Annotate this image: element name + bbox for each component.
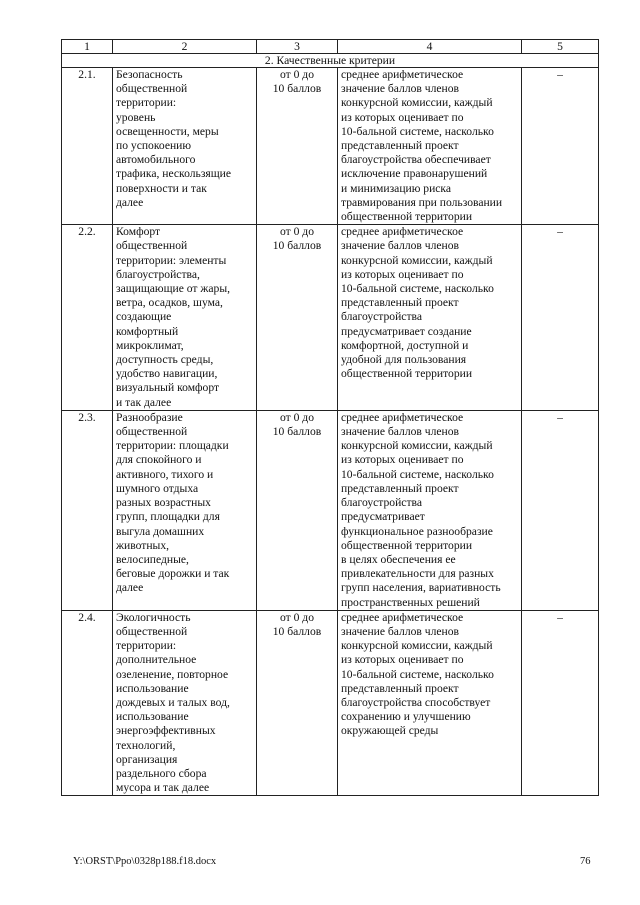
criterion-cell — [113, 610, 257, 796]
method-line: конкурсной комиссии, каждый — [341, 96, 493, 110]
method-line: привлекательности для разных — [341, 567, 494, 581]
header-col-4: 4 — [338, 40, 522, 54]
criterion-line: по успокоению — [116, 139, 192, 153]
criterion-cell — [113, 410, 257, 610]
criterion-line: дождевых и талых вод, — [116, 695, 230, 709]
footer-page-number: 76 — [580, 856, 591, 867]
criterion-line: Безопасность — [116, 68, 183, 81]
method-line: удобной для пользования — [341, 353, 467, 367]
criterion-line: удобство навигации, — [116, 367, 218, 381]
method-line: 10-бальной системе, насколько — [341, 282, 494, 296]
criterion-line: визуальный комфорт — [116, 381, 220, 395]
criterion-line: использование — [116, 681, 189, 695]
criterion-line: Разнообразие — [116, 410, 183, 424]
method-line: благоустройства способствует — [341, 695, 491, 709]
criterion-line: животных, — [116, 538, 170, 552]
header-col-3: 3 — [257, 40, 338, 54]
method-line: благоустройства обеспечивает — [341, 153, 491, 167]
method-line: значение баллов членов — [341, 425, 460, 439]
criterion-line: территории: элементы — [116, 253, 227, 267]
row-number: 2.3. — [62, 410, 113, 610]
criterion-line: технологий, — [116, 738, 176, 752]
score-line: 10 баллов — [272, 239, 322, 253]
criterion-line: освещенности, меры — [116, 124, 219, 138]
criterion-line: территории: — [116, 96, 177, 110]
criterion-line: далее — [116, 581, 144, 595]
note-cell: – — [522, 610, 599, 796]
criterion-line: создающие — [116, 310, 172, 324]
criterion-line: разных возрастных — [116, 496, 211, 510]
method-line: сохранению и улучшению — [341, 710, 471, 724]
criterion-line: комфортный — [116, 324, 179, 338]
method-line: представленный проект — [341, 139, 459, 153]
method-line: предусматривает создание — [341, 324, 472, 338]
criterion-line: шумного отдыха — [116, 481, 199, 495]
criterion-line: организация — [116, 752, 178, 766]
score-line: от 0 до — [280, 225, 314, 239]
table-row — [62, 68, 599, 225]
criterion-line: раздельного сбора — [116, 766, 207, 780]
method-line: общественной территории — [341, 210, 473, 224]
score-range-cell — [257, 410, 338, 610]
method-line: предусматривает — [341, 510, 425, 524]
method-line: и минимизацию риска — [341, 181, 452, 195]
score-line: от 0 до — [280, 410, 314, 424]
criterion-line: озеленение, повторное — [116, 667, 229, 681]
method-line: значение баллов членов — [341, 239, 460, 253]
criterion-line: общественной — [116, 239, 188, 253]
header-row — [62, 40, 599, 54]
evaluation-method-cell — [338, 410, 522, 610]
method-line: 10-бальной системе, насколько — [341, 667, 494, 681]
criterion-line: микроклимат, — [116, 338, 184, 352]
table-row — [62, 225, 599, 411]
method-line: благоустройства — [341, 496, 422, 510]
footer-file-path: Y:\ORST\Ppo\0328p188.f18.docx — [73, 856, 217, 867]
note-cell: – — [522, 410, 599, 610]
criterion-line: Комфорт — [116, 225, 161, 239]
score-range-cell — [257, 225, 338, 411]
table-row — [62, 410, 599, 610]
criteria-table — [61, 39, 599, 796]
method-line: среднее арифметическое — [341, 610, 464, 624]
method-line: в целях обеспечения ее — [341, 552, 456, 566]
score-range-cell — [257, 610, 338, 796]
score-line: от 0 до — [280, 610, 314, 624]
score-range-cell — [257, 68, 338, 225]
criterion-cell — [113, 68, 257, 225]
method-line: общественной территории — [341, 538, 473, 552]
criterion-line: велосипедные, — [116, 552, 189, 566]
method-line: функциональное разнообразие — [341, 524, 493, 538]
criterion-line: территории: площадки — [116, 439, 229, 453]
score-line: 10 баллов — [272, 425, 322, 439]
criterion-line: далее — [116, 195, 144, 209]
criterion-line: выгула домашних — [116, 524, 205, 538]
method-line: комфортной, доступной и — [341, 338, 469, 352]
criterion-cell — [113, 225, 257, 411]
criterion-line: для спокойного и — [116, 453, 202, 467]
section-row — [62, 54, 599, 68]
criterion-line: поверхности и так — [116, 181, 207, 195]
header-col-1: 1 — [62, 40, 113, 54]
criterion-line: энергоэффективных — [116, 724, 216, 738]
criterion-line: беговые дорожки и так — [116, 567, 230, 581]
method-line: благоустройства — [341, 310, 422, 324]
criterion-line: трафика, нескользящие — [116, 167, 232, 181]
method-line: 10-бальной системе, насколько — [341, 124, 494, 138]
method-line: исключение правонарушений — [341, 167, 488, 181]
method-line: из которых оценивает по — [341, 453, 464, 467]
row-number: 2.1. — [62, 68, 113, 225]
method-line: представленный проект — [341, 481, 459, 495]
criterion-line: автомобильного — [116, 153, 196, 167]
score-line: 10 баллов — [272, 624, 322, 638]
method-line: из которых оценивает по — [341, 110, 464, 124]
criterion-line: использование — [116, 710, 189, 724]
method-line: конкурсной комиссии, каждый — [341, 253, 493, 267]
criterion-line: общественной — [116, 425, 188, 439]
section-title: 2. Качественные критерии — [62, 54, 599, 68]
table-row — [62, 610, 599, 796]
method-line: из которых оценивает по — [341, 653, 464, 667]
method-line: конкурсной комиссии, каждый — [341, 439, 493, 453]
note-cell: – — [522, 225, 599, 411]
method-line: среднее арифметическое — [341, 225, 464, 239]
method-line: окружающей среды — [341, 724, 439, 738]
criterion-line: дополнительное — [116, 653, 197, 667]
method-line: представленный проект — [341, 681, 459, 695]
evaluation-method-cell — [338, 68, 522, 225]
criterion-line: доступность среды, — [116, 353, 214, 367]
header-col-2: 2 — [113, 40, 257, 54]
criterion-line: общественной — [116, 82, 188, 96]
criterion-line: благоустройства, — [116, 267, 200, 281]
method-line: среднее арифметическое — [341, 68, 464, 81]
criterion-line: общественной — [116, 624, 188, 638]
method-line: общественной территории — [341, 367, 473, 381]
header-col-5: 5 — [522, 40, 599, 54]
method-line: значение баллов членов — [341, 624, 460, 638]
method-line: групп населения, вариативность — [341, 581, 501, 595]
score-line: 10 баллов — [272, 82, 322, 96]
criterion-line: и так далее — [116, 395, 172, 409]
method-line: пространственных решений — [341, 595, 480, 609]
criterion-line: групп, площадки для — [116, 510, 220, 524]
method-line: из которых оценивает по — [341, 267, 464, 281]
row-number: 2.4. — [62, 610, 113, 796]
criterion-line: защищающие от жары, — [116, 282, 231, 296]
method-line: конкурсной комиссии, каждый — [341, 639, 493, 653]
note-cell: – — [522, 68, 599, 225]
criterion-line: ветра, осадков, шума, — [116, 296, 223, 310]
method-line: 10-бальной системе, насколько — [341, 467, 494, 481]
method-line: представленный проект — [341, 296, 459, 310]
criterion-line: Экологичность — [116, 610, 191, 624]
criterion-line: территории: — [116, 639, 177, 653]
criterion-line: уровень — [116, 110, 156, 124]
row-number: 2.2. — [62, 225, 113, 411]
criterion-line: мусора и так далее — [116, 781, 210, 795]
criterion-line: активного, тихого и — [116, 467, 214, 481]
method-line: среднее арифметическое — [341, 410, 464, 424]
evaluation-method-cell — [338, 610, 522, 796]
score-line: от 0 до — [280, 68, 314, 81]
method-line: значение баллов членов — [341, 82, 460, 96]
method-line: травмирования при пользовании — [341, 195, 503, 209]
evaluation-method-cell — [338, 225, 522, 411]
